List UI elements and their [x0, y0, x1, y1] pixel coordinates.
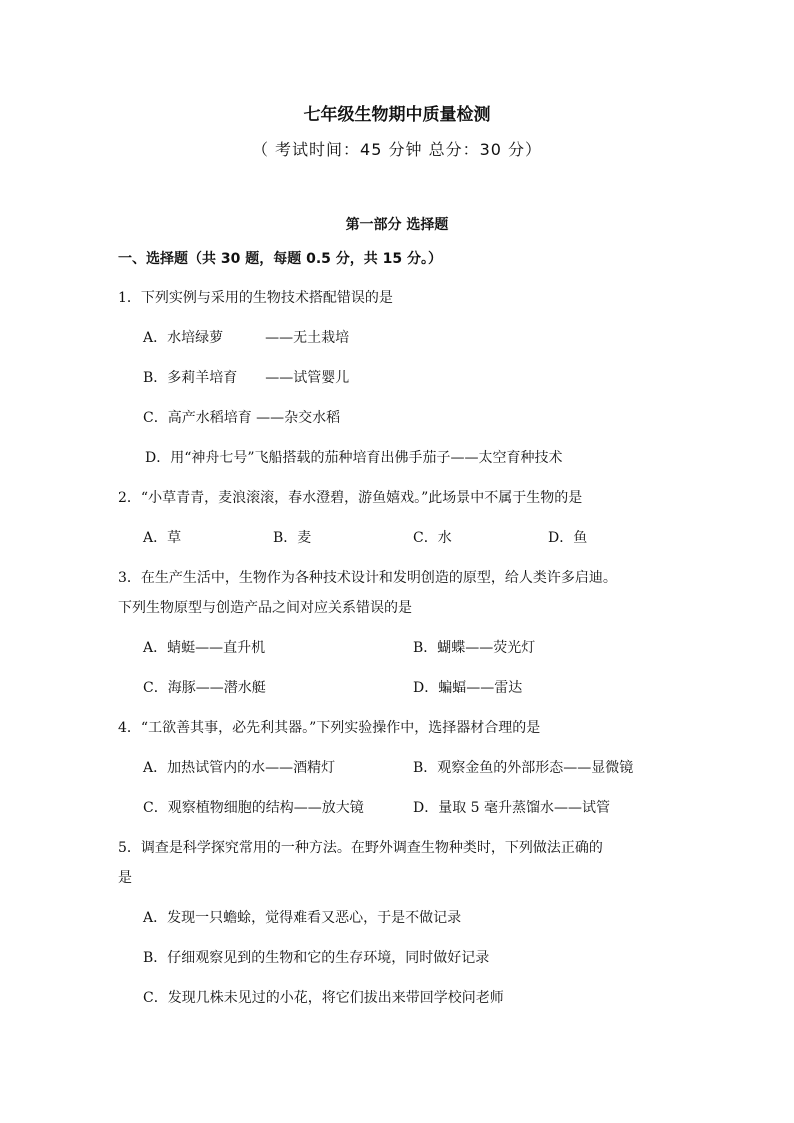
option-b: B．观察金鱼的外部形态——显微镜: [413, 760, 634, 776]
section-title: 一、选择题（共 30 题，每题 0.5 分，共 15 分。）: [118, 251, 443, 267]
question-stem: 4．“工欲善其事，必先利其器。”下列实验操作中，选择器材合理的是: [118, 720, 541, 736]
option-c: C．海豚——潜水艇: [143, 680, 266, 696]
question-stem: 2．“小草青青，麦浪滚滚，春水澄碧，游鱼嬉戏。”此场景中不属于生物的是: [118, 490, 583, 506]
option-a: A．发现一只蟾蜍，觉得难看又恶心，于是不做记录: [143, 910, 462, 926]
question-stem-continued: 是: [118, 870, 132, 886]
question-stem: 5．调查是科学探究常用的一种方法。在野外调查生物种类时，下列做法正确的: [118, 840, 603, 856]
option-a: A．水培绿萝 ——无土栽培: [143, 330, 350, 346]
option-c: C．水: [413, 530, 452, 546]
option-d: D．用“神舟七号”飞船搭载的茄种培育出佛手茄子——太空育种技术: [145, 450, 563, 466]
option-a: A．蜻蜓——直升机: [143, 640, 266, 656]
option-d: D．鱼: [548, 530, 588, 546]
option-b: B．麦: [273, 530, 312, 546]
option-a: A．草: [143, 530, 182, 546]
question-stem: 3．在生产生活中，生物作为各种技术设计和发明创造的原型，给人类许多启迪。: [118, 570, 617, 586]
option-d: D．蝙蝠——雷达: [413, 680, 523, 696]
option-b: B．仔细观察见到的生物和它的生存环境，同时做好记录: [143, 950, 490, 966]
option-c: C．高产水稻培育 ——杂交水稻: [143, 410, 341, 426]
option-b: B．多莉羊培育 ——试管婴儿: [143, 370, 350, 386]
option-d: D．量取 5 毫升蒸馏水——试管: [413, 800, 611, 816]
option-b: B．蝴蝶——荧光灯: [413, 640, 536, 656]
exam-info: （ 考试时间：45 分钟 总分：30 分）: [251, 140, 543, 159]
part-title: 第一部分 选择题: [345, 217, 449, 233]
option-a: A．加热试管内的水——酒精灯: [143, 760, 336, 776]
option-c: C．观察植物细胞的结构——放大镜: [143, 800, 364, 816]
page-title: 七年级生物期中质量检测: [303, 105, 491, 125]
question-stem-continued: 下列生物原型与创造产品之间对应关系错误的是: [118, 600, 412, 616]
question-stem: 1．下列实例与采用的生物技术搭配错误的是: [118, 290, 393, 306]
option-c: C．发现几株未见过的小花，将它们拔出来带回学校问老师: [143, 990, 504, 1006]
